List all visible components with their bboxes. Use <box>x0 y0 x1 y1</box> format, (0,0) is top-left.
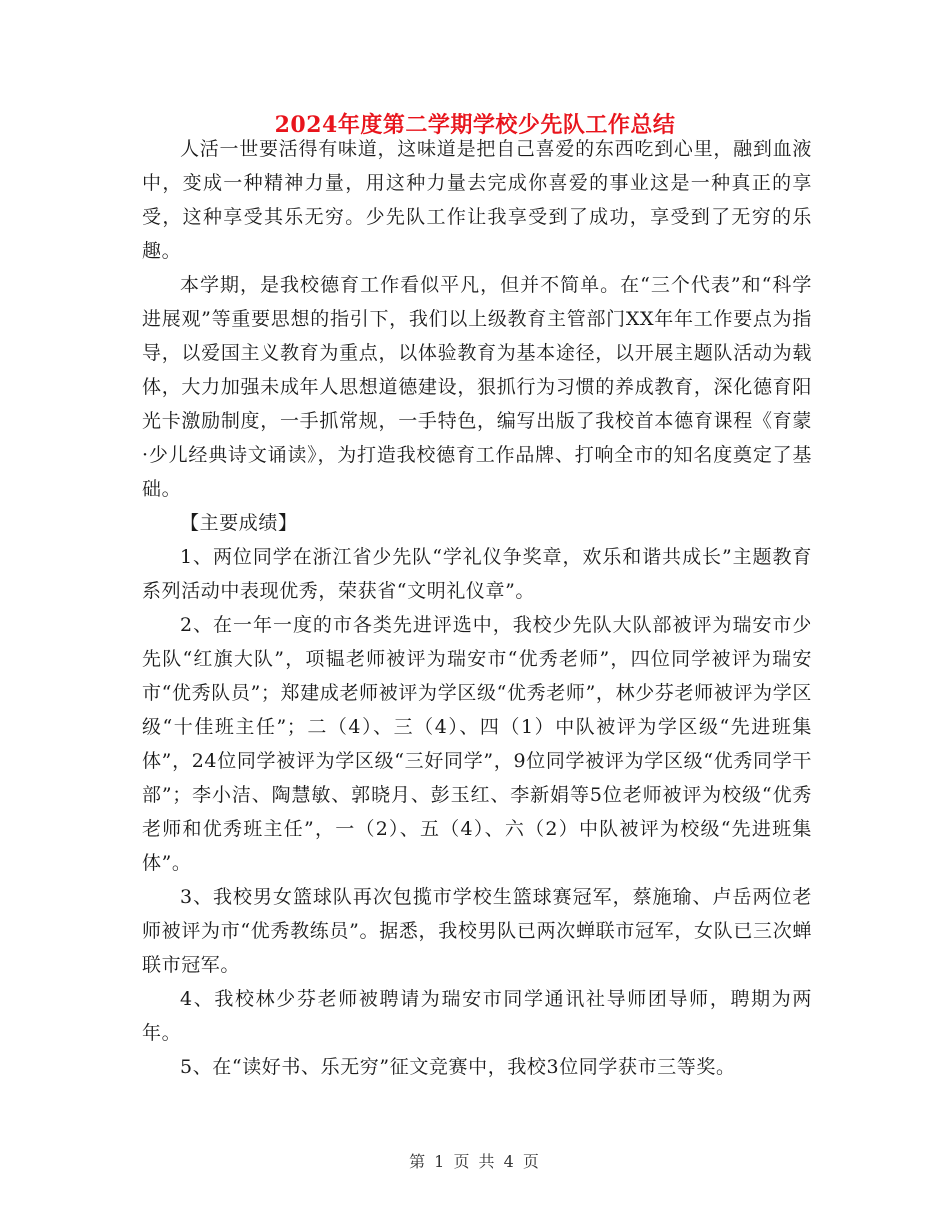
paragraph-achievement-2: 2、在一年一度的市各类先进评选中，我校少先队大队部被评为瑞安市少先队“红旗大队”，项韫老师被评为瑞安市“优秀老师”，四位同学被评为瑞安市“优秀队员”；郑建成老师被评为学区级“优秀老师”，林少芬老师被评为学区级“十佳班主任”；二（4）、三（4）、四（1）中队被评为学区级“先进班集体”，24位同学被评为学区级“三好同学”，9位同学被评为学区级“优秀同学干部”；李小洁、陶慧敏、郭晓月、彭玉红、李新娟等5位老师被评为校级“优秀老师和优秀班主任”，一（2）、五（4）、六（2）中队被评为校级“先进班集体”。 <box>142 614 812 874</box>
paragraph-achievement-3: 3、我校男女篮球队再次包揽市学校生篮球赛冠军，蔡施瑜、卢岳两位老师被评为市“优秀教练员”。据悉，我校男队已两次蝉联市冠军，女队已三次蝉联市冠军。 <box>142 886 812 976</box>
document-body <box>142 132 812 1084</box>
section-heading-achievements: 【主要成绩】 <box>180 512 298 534</box>
paragraph-achievement-1: 1、两位同学在浙江省少先队“学礼仪争奖章，欢乐和谐共成长”主题教育系列活动中表现优秀，荣获省“文明礼仪章”。 <box>142 546 812 602</box>
document-title: 2024年度第二学期学校少先队工作总结 <box>274 112 676 138</box>
paragraph-achievement-5: 5、在“读好书、乐无穷”征文竞赛中，我校3位同学获市三等奖。 <box>180 1056 736 1078</box>
page-number-footer: 第 1 页 共 4 页 <box>409 1152 541 1171</box>
paragraph-semester: 本学期，是我校德育工作看似平凡，但并不简单。在“三个代表”和“科学进展观”等重要思想的指引下，我们以上级教育主管部门XX年年工作要点为指导，以爱国主义教育为重点，以体验教育为基本途径，以开展主题队活动为载体，大力加强未成年人思想道德建设，狠抓行为习惯的养成教育，深化德育阳光卡激励制度，一手抓常规，一手特色，编写出版了我校首本德育课程《育蒙·少儿经典诗文诵读》，为打造我校德育工作品牌、打响全市的知名度奠定了基础。 <box>142 274 812 500</box>
paragraph-achievement-4: 4、我校林少芬老师被聘请为瑞安市同学通讯社导师团导师，聘期为两年。 <box>142 988 812 1044</box>
paragraph-intro: 人活一世要活得有味道，这味道是把自己喜爱的东西吃到心里，融到血液中，变成一种精神力量，用这种力量去完成你喜爱的事业这是一种真正的享受，这种享受其乐无穷。少先队工作让我享受到了成功，享受到了无穷的乐趣。 <box>142 138 812 262</box>
